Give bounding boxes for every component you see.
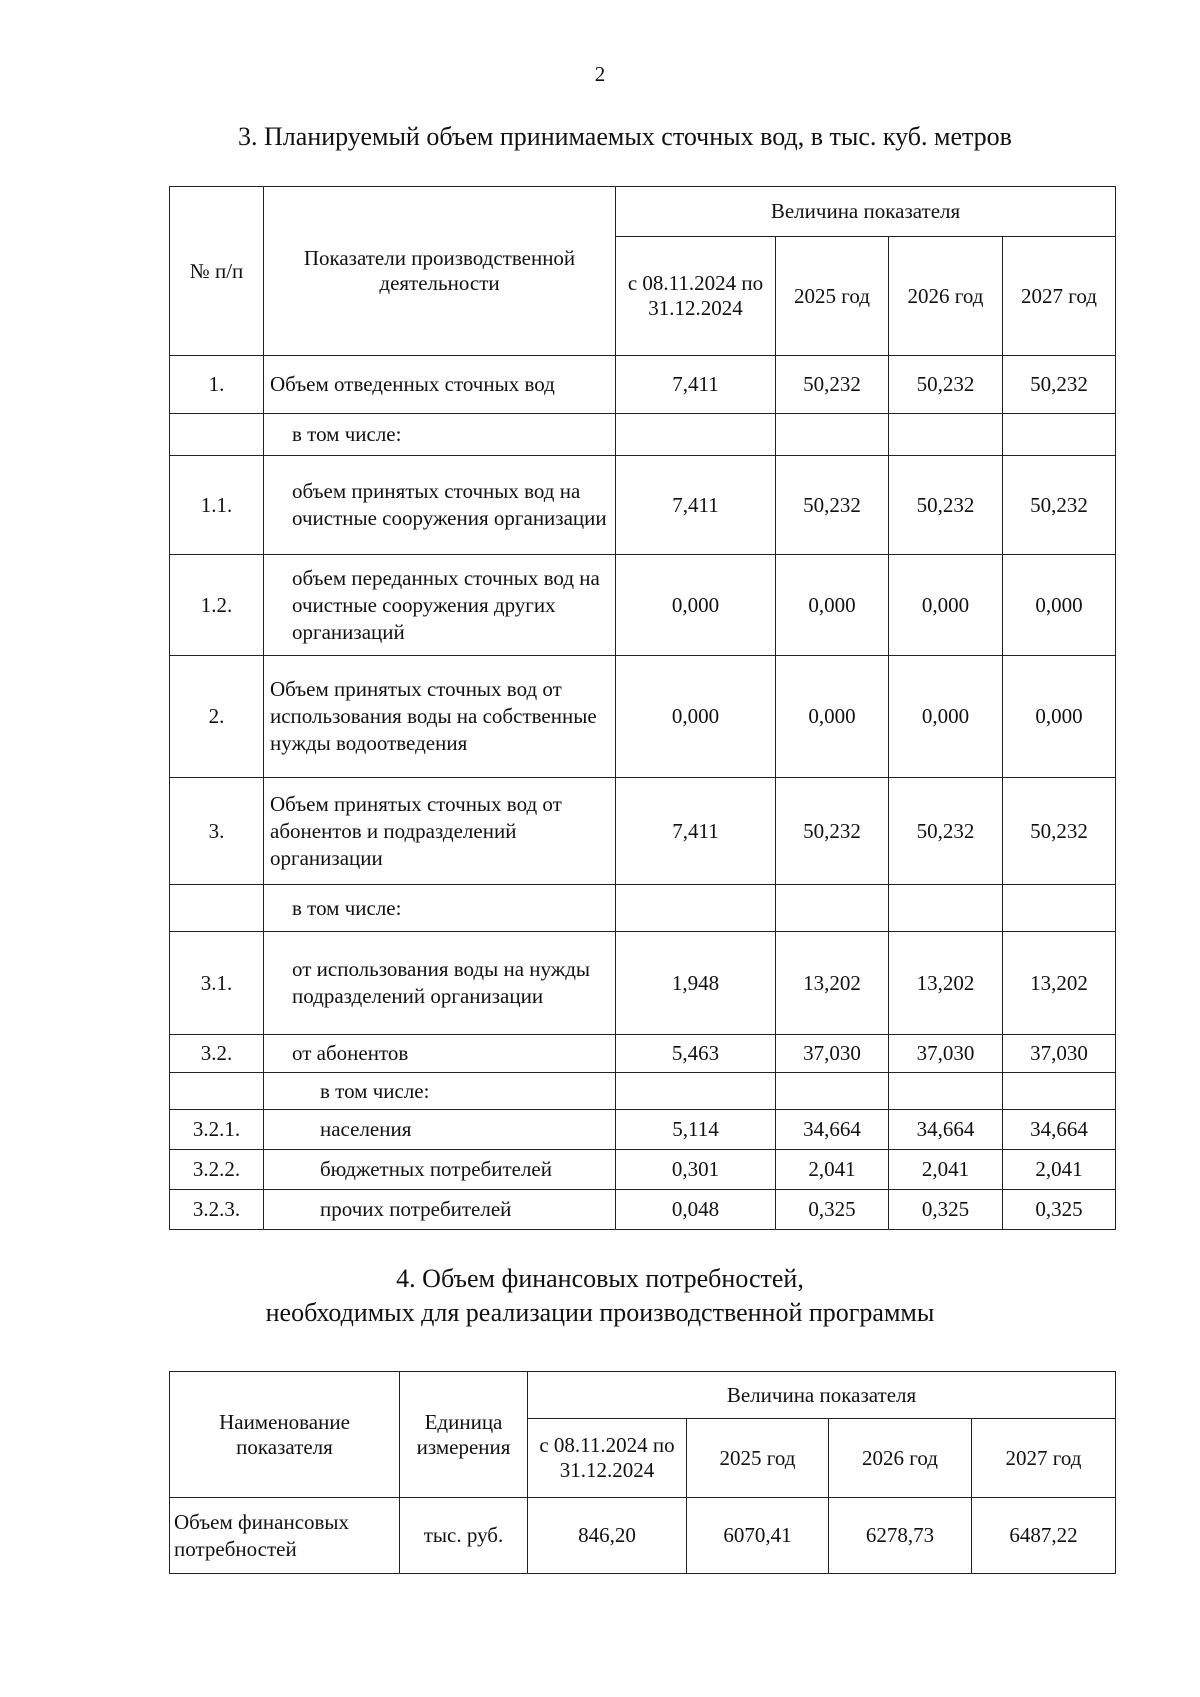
row-num: 3.2.1. xyxy=(170,1110,264,1150)
row-value xyxy=(1003,1073,1116,1110)
header-indicator: Показатели производственной деятельности xyxy=(264,187,616,356)
table-row xyxy=(170,932,1116,1035)
wastewater-volume-table xyxy=(169,186,1116,1230)
row-num: 3.2.3. xyxy=(170,1190,264,1230)
header-period-2: 2025 год xyxy=(687,1419,829,1498)
table-row xyxy=(170,778,1116,885)
row-num xyxy=(170,885,264,932)
row-value: 7,411 xyxy=(616,456,776,555)
financial-needs-table xyxy=(169,1371,1116,1574)
table-row xyxy=(170,1035,1116,1073)
row-value: 0,000 xyxy=(776,555,889,656)
row-value xyxy=(616,414,776,456)
row-num: 2. xyxy=(170,656,264,778)
row-num xyxy=(170,414,264,456)
row-name: Объем принятых сточных вод от абонентов и подразделений организации xyxy=(264,778,616,885)
table-row xyxy=(170,1150,1116,1190)
row-name: объем принятых сточных вод на очистные сооружения организации xyxy=(264,456,616,555)
header-period-1: с 08.11.2024 по 31.12.2024 xyxy=(528,1419,687,1498)
row-num: 3. xyxy=(170,778,264,885)
row-value: 50,232 xyxy=(889,456,1003,555)
row-value xyxy=(889,885,1003,932)
row-value xyxy=(776,1073,889,1110)
row-name: в том числе: xyxy=(264,414,616,456)
table-row xyxy=(170,456,1116,555)
row-value: 0,325 xyxy=(776,1190,889,1230)
row-value: 2,041 xyxy=(1003,1150,1116,1190)
row-value: 50,232 xyxy=(1003,356,1116,414)
header-period-4: 2027 год xyxy=(1003,237,1116,356)
row-name: населения xyxy=(264,1110,616,1150)
row-value: 0,000 xyxy=(776,656,889,778)
row-value: 7,411 xyxy=(616,778,776,885)
row-value xyxy=(616,885,776,932)
row-value: 7,411 xyxy=(616,356,776,414)
row-value xyxy=(889,414,1003,456)
row-name: объем переданных сточных вод на очистные сооружения других организаций xyxy=(264,555,616,656)
row-name: от абонентов xyxy=(264,1035,616,1073)
header-period-1: с 08.11.2024 по 31.12.2024 xyxy=(616,237,776,356)
row-value: 34,664 xyxy=(776,1110,889,1150)
section4-title xyxy=(0,1262,1200,1330)
row-value: 846,20 xyxy=(528,1498,687,1574)
row-value xyxy=(1003,885,1116,932)
row-value: 37,030 xyxy=(889,1035,1003,1073)
row-name: в том числе: xyxy=(264,885,616,932)
header-unit: Единица измерения xyxy=(400,1372,528,1498)
row-value: 0,000 xyxy=(616,656,776,778)
row-name: Объем отведенных сточных вод xyxy=(264,356,616,414)
row-value: 0,000 xyxy=(1003,656,1116,778)
row-unit: тыс. руб. xyxy=(400,1498,528,1574)
row-value: 34,664 xyxy=(889,1110,1003,1150)
row-num xyxy=(170,1073,264,1110)
header-value-group: Величина показателя xyxy=(528,1372,1116,1419)
row-value: 2,041 xyxy=(889,1150,1003,1190)
row-value: 5,463 xyxy=(616,1035,776,1073)
row-name: прочих потребителей xyxy=(264,1190,616,1230)
row-value: 0,000 xyxy=(889,555,1003,656)
header-value-group: Величина показателя xyxy=(616,187,1116,237)
row-value: 50,232 xyxy=(889,778,1003,885)
row-value: 13,202 xyxy=(776,932,889,1035)
section4-title-line1: 4. Объем финансовых потребностей, xyxy=(396,1264,804,1293)
row-value: 6070,41 xyxy=(687,1498,829,1574)
table-row xyxy=(170,885,1116,932)
row-value: 0,048 xyxy=(616,1190,776,1230)
header-num: № п/п xyxy=(170,187,264,356)
row-value: 50,232 xyxy=(776,778,889,885)
header-period-3: 2026 год xyxy=(889,237,1003,356)
row-value: 50,232 xyxy=(1003,778,1116,885)
row-num: 1.2. xyxy=(170,555,264,656)
table-row xyxy=(170,555,1116,656)
row-value xyxy=(1003,414,1116,456)
row-value: 0,000 xyxy=(616,555,776,656)
row-value: 13,202 xyxy=(1003,932,1116,1035)
row-value xyxy=(776,885,889,932)
row-num: 1. xyxy=(170,356,264,414)
row-value: 37,030 xyxy=(1003,1035,1116,1073)
table-row xyxy=(170,1498,1116,1574)
row-value: 6278,73 xyxy=(829,1498,972,1574)
table-row xyxy=(170,356,1116,414)
row-name: Объем принятых сточных вод от использования воды на собственные нужды водоотведения xyxy=(264,656,616,778)
row-value: 0,301 xyxy=(616,1150,776,1190)
row-value: 0,000 xyxy=(1003,555,1116,656)
row-value: 50,232 xyxy=(776,356,889,414)
row-value: 0,325 xyxy=(889,1190,1003,1230)
row-num: 3.2.2. xyxy=(170,1150,264,1190)
table-row xyxy=(170,656,1116,778)
section3-title: 3. Планируемый объем принимаемых сточных вод, в тыс. куб. метров xyxy=(238,122,1012,151)
row-value: 50,232 xyxy=(889,356,1003,414)
section4-title-line2: необходимых для реализации производственной программы xyxy=(265,1298,935,1327)
row-value: 6487,22 xyxy=(972,1498,1116,1574)
table-row xyxy=(170,414,1116,456)
row-value: 37,030 xyxy=(776,1035,889,1073)
row-name: от использования воды на нужды подразделений организации xyxy=(264,932,616,1035)
row-value: 50,232 xyxy=(776,456,889,555)
row-name: в том числе: xyxy=(264,1073,616,1110)
row-value: 1,948 xyxy=(616,932,776,1035)
row-value: 13,202 xyxy=(889,932,1003,1035)
row-num: 3.2. xyxy=(170,1035,264,1073)
row-value xyxy=(616,1073,776,1110)
row-name: бюджетных потребителей xyxy=(264,1150,616,1190)
row-value: 5,114 xyxy=(616,1110,776,1150)
row-value xyxy=(889,1073,1003,1110)
row-value: 0,000 xyxy=(889,656,1003,778)
row-value: 0,325 xyxy=(1003,1190,1116,1230)
table-row xyxy=(170,1110,1116,1150)
row-value xyxy=(776,414,889,456)
row-value: 34,664 xyxy=(1003,1110,1116,1150)
page-number: 2 xyxy=(594,62,606,86)
row-name: Объем финансовых потребностей xyxy=(170,1498,400,1574)
row-num: 3.1. xyxy=(170,932,264,1035)
table-row xyxy=(170,1073,1116,1110)
table-row xyxy=(170,1190,1116,1230)
header-period-4: 2027 год xyxy=(972,1419,1116,1498)
header-name: Наименование показателя xyxy=(170,1372,400,1498)
header-period-2: 2025 год xyxy=(776,237,889,356)
row-num: 1.1. xyxy=(170,456,264,555)
row-value: 50,232 xyxy=(1003,456,1116,555)
header-period-3: 2026 год xyxy=(829,1419,972,1498)
row-value: 2,041 xyxy=(776,1150,889,1190)
